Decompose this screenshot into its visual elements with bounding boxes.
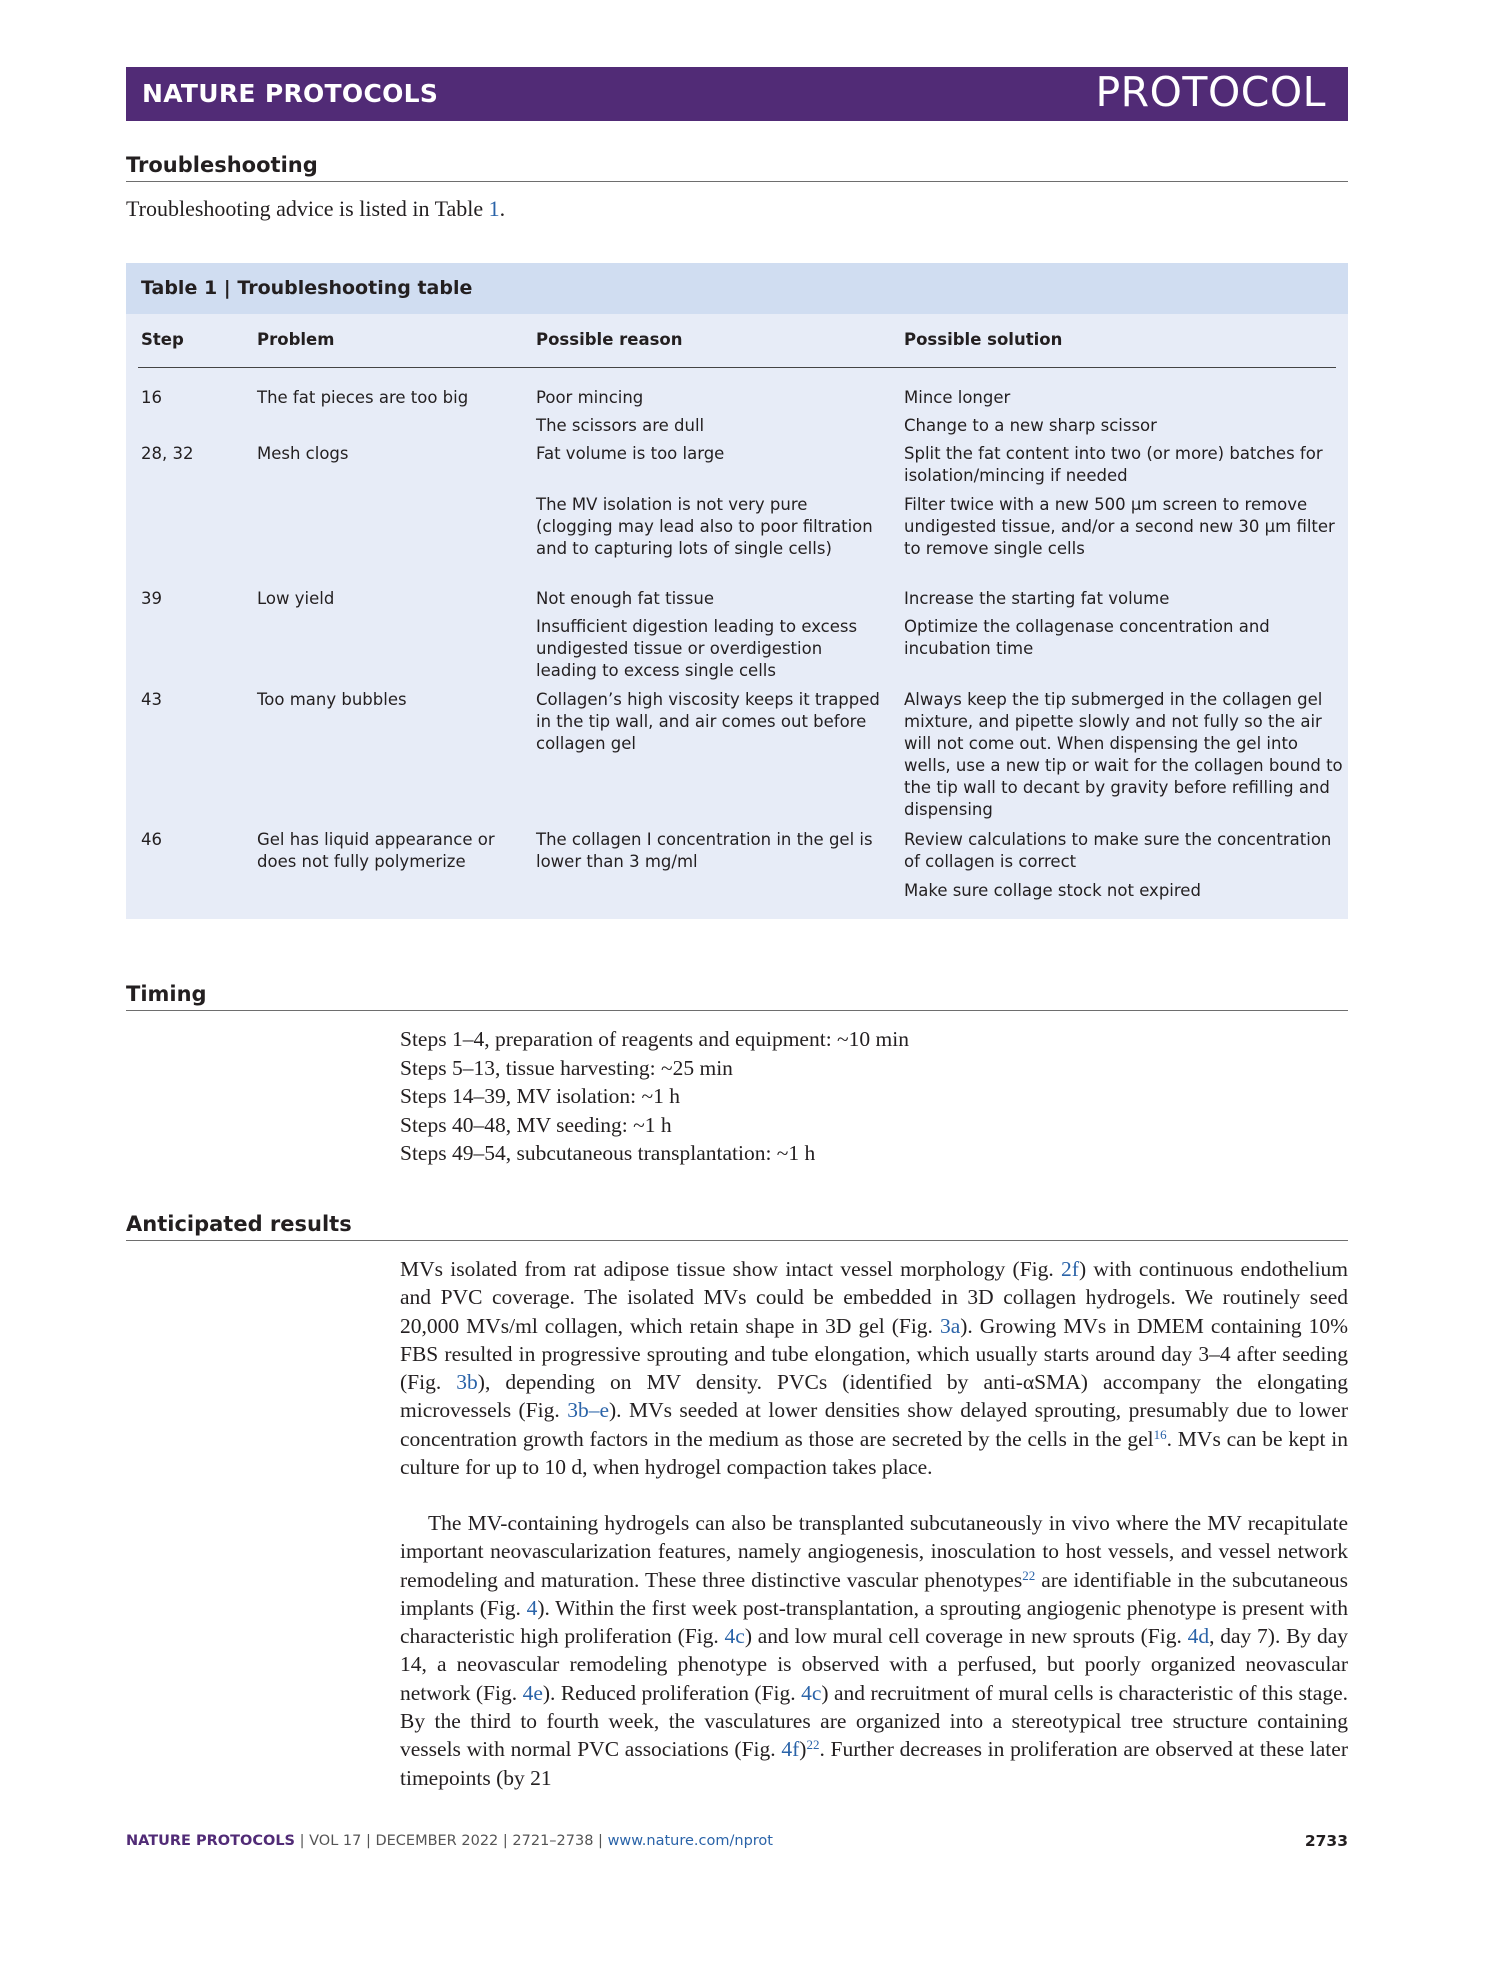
table-link[interactable]: 1: [488, 196, 500, 221]
journal-header-bar: [126, 67, 1348, 121]
text: ) and recruitment of mural cells is characteristic of this stage. By the third to fourth week, the vasculatures are organized into a stereotypical tree structure containing vessels with normal PVC associations (Fig.: [400, 1680, 1348, 1762]
table-cell-step: 46: [141, 830, 162, 849]
column-header-reason: Possible reason: [536, 330, 683, 349]
intro-end: .: [499, 196, 506, 221]
timing-line: Steps 1–4, preparation of reagents and equipment: ~10 min: [400, 1027, 909, 1051]
text: ), depending on MV density. PVCs (identified by anti-αSMA) accompany the elongating microvessels (Fig.: [400, 1370, 1348, 1423]
text: . MVs can be kept in culture for up to 10 d, when hydrogel compaction takes place.: [400, 1426, 1348, 1480]
text: ) with continuous endothelium and PVC coverage. The isolated MVs could be embedded in 3D collagen hydrogels. We routinely seed 20,000 MVs/ml collagen, which retain shape in 3D gel (Fig.: [400, 1257, 1349, 1338]
table-cell-solution: Review calculations to make sure the concentration of collagen is correct: [904, 830, 1332, 871]
table-cell-step: 39: [141, 589, 162, 608]
figure-link[interactable]: 3b–e: [567, 1398, 609, 1423]
column-header-step: Step: [141, 330, 184, 349]
text: ): [799, 1737, 807, 1762]
table-cell-reason: The scissors are dull: [536, 416, 705, 435]
table-cell-step: 16: [141, 388, 162, 407]
text: , day 7). By day 14, a neovascular remodeling phenotype is observed with a perfused, but poorly organized neovascular network (Fig.: [400, 1624, 1348, 1705]
table-cell-reason: Insufficient digestion leading to excess undigested tissue or overdigestion leading to excess single cells: [536, 617, 858, 680]
troubleshooting-intro: [126, 196, 505, 222]
table-cell-problem: Mesh clogs: [257, 444, 349, 463]
table-cell-reason: Poor mincing: [536, 388, 644, 407]
table-title: Troubleshooting table: [237, 277, 473, 299]
table-caption-bar: [126, 263, 1348, 314]
reference-link[interactable]: 16: [1153, 1426, 1167, 1442]
text: ). Within the first week post-transplantation, a sprouting angiogenic phenotype is present with characteristic high proliferation (Fig.: [400, 1595, 1348, 1649]
table-caption-separator: |: [217, 277, 238, 299]
text: The MV-containing hydrogels can also be transplanted subcutaneously in vivo where the MV recapitulate important neovascularization features, namely angiogenesis, inosculation to host vessels, and vessel network remodeling and maturation. These three distinctive vascular phenotypes: [400, 1511, 1348, 1592]
footer-volume: VOL 17: [309, 1833, 362, 1849]
figure-link[interactable]: 4f: [781, 1737, 800, 1762]
footer-date: DECEMBER 2022: [375, 1833, 499, 1849]
article-type: PROTOCOL: [1095, 68, 1326, 116]
intro-text: Troubleshooting advice is listed in Table: [126, 196, 489, 221]
figure-link[interactable]: 4c: [724, 1624, 745, 1649]
figure-link[interactable]: 4d: [1187, 1624, 1210, 1649]
timing-line: Steps 14–39, MV isolation: ~1 h: [400, 1084, 681, 1108]
results-paragraph-1: [400, 1255, 1348, 1481]
footer-journal: NATURE PROTOCOLS: [126, 1833, 296, 1849]
figure-link[interactable]: 4c: [801, 1680, 822, 1705]
table-cell-reason: Fat volume is too large: [536, 444, 725, 463]
column-header-problem: Problem: [257, 330, 335, 349]
text: . Further decreases in proliferation are observed at these later timepoints (by 21: [400, 1737, 1348, 1790]
footer-url-link[interactable]: www.nature.com/nprot: [607, 1833, 773, 1849]
table-cell-solution: Filter twice with a new 500 µm screen to remove undigested tissue, and/or a second new 30 µm filter to remove single cells: [904, 495, 1335, 558]
table-cell-reason: Collagen’s high viscosity keeps it trapped in the tip wall, and air comes out before collagen gel: [536, 690, 880, 753]
text: are identifiable in the subcutaneous implants (Fig.: [400, 1567, 1349, 1620]
table-cell-reason: The MV isolation is not very pure (clogging may lead also to poor filtration and to capturing lots of single cells): [536, 495, 873, 558]
text: ) and low mural cell coverage in new sprouts (Fig.: [744, 1624, 1188, 1649]
table-cell-step: 43: [141, 690, 162, 709]
table-caption: [141, 277, 472, 299]
table-cell-step: 28, 32: [141, 444, 194, 463]
table-cell-solution: Split the fat content into two (or more) batches for isolation/mincing if needed: [904, 444, 1323, 485]
troubleshooting-table: [126, 263, 1348, 919]
table-cell-problem: The fat pieces are too big: [257, 388, 469, 407]
page-footer: [126, 1833, 773, 1849]
reference-link[interactable]: 22: [806, 1737, 820, 1753]
timing-line: Steps 40–48, MV seeding: ~1 h: [400, 1113, 672, 1137]
table-cell-solution: Optimize the collagenase concentration and incubation time: [904, 617, 1270, 658]
timing-line: Steps 49–54, subcutaneous transplantation: ~1 h: [400, 1141, 816, 1165]
troubleshooting-heading: Troubleshooting: [126, 153, 1348, 182]
table-cell-problem: Low yield: [257, 589, 335, 608]
table-header-rule: [138, 367, 1336, 368]
timing-heading: Timing: [126, 982, 1348, 1011]
journal-name: NATURE PROTOCOLS: [142, 79, 439, 108]
footer-pages: 2721–2738: [512, 1833, 594, 1849]
column-header-solution: Possible solution: [904, 330, 1063, 349]
table-cell-problem: Gel has liquid appearance or does not fully polymerize: [257, 830, 495, 871]
table-cell-solution: Make sure collage stock not expired: [904, 881, 1201, 900]
text: ). Reduced proliferation (Fig.: [542, 1680, 802, 1705]
table-cell-problem: Too many bubbles: [257, 690, 407, 709]
page-number: 2733: [1304, 1832, 1348, 1850]
table-cell-solution: Mince longer: [904, 388, 1011, 407]
figure-link[interactable]: 4: [526, 1595, 538, 1620]
footer-sep: |: [498, 1833, 513, 1849]
table-label: Table 1: [141, 277, 218, 299]
anticipated-results-heading: Anticipated results: [126, 1212, 1348, 1241]
results-paragraph-2: [400, 1509, 1348, 1792]
figure-link[interactable]: 3a: [939, 1313, 961, 1338]
footer-sep: |: [361, 1833, 376, 1849]
table-cell-solution: Change to a new sharp scissor: [904, 416, 1157, 435]
figure-link[interactable]: 2f: [1061, 1257, 1079, 1281]
text: MVs isolated from rat adipose tissue show intact vessel morphology (Fig.: [400, 1257, 1062, 1281]
table-cell-reason: The collagen I concentration in the gel is lower than 3 mg/ml: [536, 830, 873, 871]
table-cell-reason: Not enough fat tissue: [536, 589, 714, 608]
table-cell-solution: Increase the starting fat volume: [904, 589, 1170, 608]
text: ). MVs seeded at lower densities show delayed sprouting, presumably due to lower concentration growth factors in the medium as those are secreted by the cells in the gel: [400, 1398, 1349, 1451]
table-cell-solution: Always keep the tip submerged in the collagen gel mixture, and pipette slowly and not fully so the air will not come out. When dispensing the gel into wells, use a new tip or wait for the collagen bound to the tip wall to decant by gravity before refilling and dispensing: [904, 690, 1343, 819]
text: ). Growing MVs in DMEM containing 10% FBS resulted in progressive sprouting and tube elongation, which usually starts around day 3–4 after seeding (Fig.: [400, 1313, 1348, 1395]
reference-link[interactable]: 22: [1022, 1567, 1036, 1583]
footer-sep: |: [593, 1833, 608, 1849]
footer-sep: |: [295, 1833, 310, 1849]
figure-link[interactable]: 3b: [456, 1370, 478, 1395]
timing-line: Steps 5–13, tissue harvesting: ~25 min: [400, 1056, 733, 1080]
figure-link[interactable]: 4e: [522, 1680, 543, 1705]
